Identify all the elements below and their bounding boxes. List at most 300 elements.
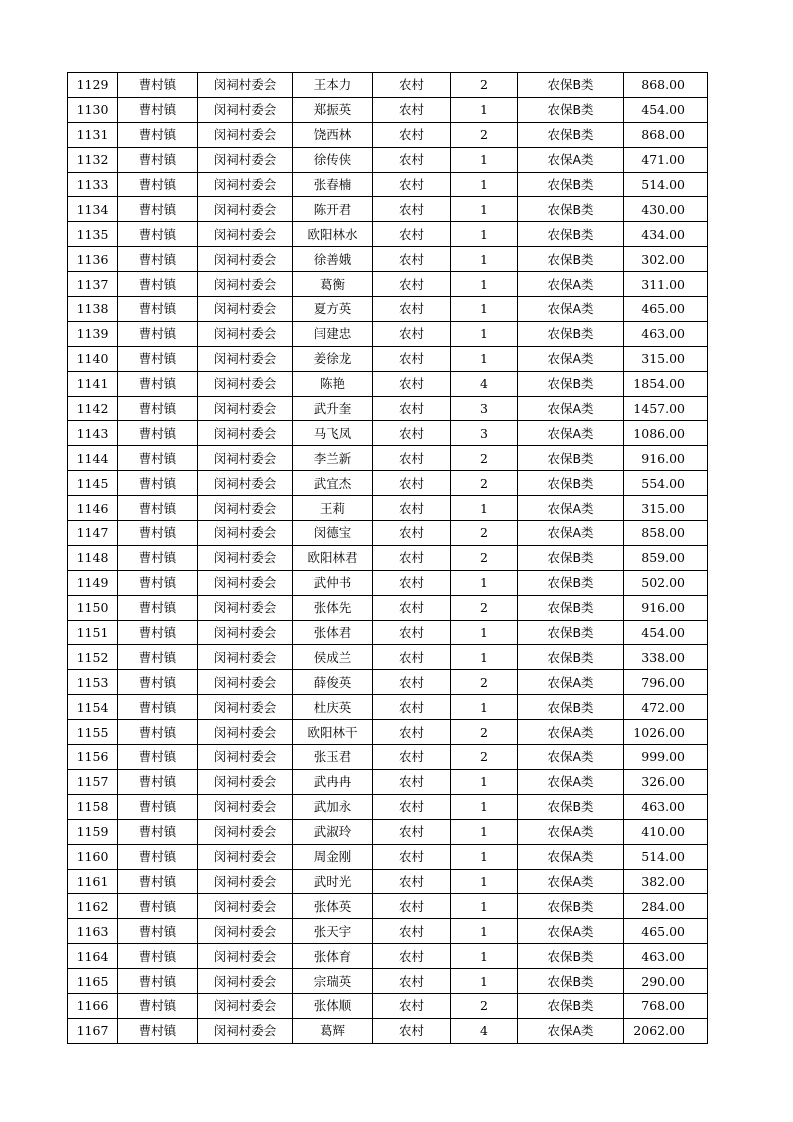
town-cell: 曹村镇	[118, 595, 198, 620]
table-row	[68, 620, 708, 645]
village-committee-cell: 闵祠村委会	[198, 595, 293, 620]
town-cell: 曹村镇	[118, 496, 198, 521]
household-size-cell: 3	[451, 421, 518, 446]
amount-cell: 514.00	[624, 844, 708, 869]
insurance-category-cell: 农保B类	[518, 969, 624, 994]
town-cell: 曹村镇	[118, 969, 198, 994]
household-size-cell: 1	[451, 346, 518, 371]
household-type-cell: 农村	[373, 197, 451, 222]
table-row	[68, 346, 708, 371]
amount-cell: 999.00	[624, 745, 708, 770]
serial-number-cell: 1151	[68, 620, 118, 645]
household-type-cell: 农村	[373, 272, 451, 297]
insurance-category-cell: 农保B类	[518, 197, 624, 222]
allowance-table	[67, 72, 708, 1044]
town-cell: 曹村镇	[118, 73, 198, 98]
name-cell: 郑振英	[293, 97, 373, 122]
amount-cell: 463.00	[624, 944, 708, 969]
name-cell: 武时光	[293, 869, 373, 894]
insurance-category-cell: 农保B类	[518, 371, 624, 396]
table-row	[68, 595, 708, 620]
household-type-cell: 农村	[373, 222, 451, 247]
insurance-category-cell: 农保B类	[518, 73, 624, 98]
serial-number-cell: 1158	[68, 794, 118, 819]
amount-cell: 868.00	[624, 73, 708, 98]
table-body	[68, 73, 708, 1044]
household-size-cell: 2	[451, 595, 518, 620]
name-cell: 武升奎	[293, 396, 373, 421]
village-committee-cell: 闵祠村委会	[198, 844, 293, 869]
village-committee-cell: 闵祠村委会	[198, 122, 293, 147]
household-type-cell: 农村	[373, 521, 451, 546]
serial-number-cell: 1159	[68, 819, 118, 844]
village-committee-cell: 闵祠村委会	[198, 147, 293, 172]
household-type-cell: 农村	[373, 869, 451, 894]
town-cell: 曹村镇	[118, 769, 198, 794]
insurance-category-cell: 农保A类	[518, 147, 624, 172]
village-committee-cell: 闵祠村委会	[198, 272, 293, 297]
serial-number-cell: 1160	[68, 844, 118, 869]
household-size-cell: 1	[451, 894, 518, 919]
name-cell: 杜庆英	[293, 695, 373, 720]
table-row	[68, 919, 708, 944]
household-type-cell: 农村	[373, 446, 451, 471]
household-size-cell: 1	[451, 197, 518, 222]
town-cell: 曹村镇	[118, 172, 198, 197]
village-committee-cell: 闵祠村委会	[198, 794, 293, 819]
amount-cell: 302.00	[624, 247, 708, 272]
village-committee-cell: 闵祠村委会	[198, 297, 293, 322]
insurance-category-cell: 农保B类	[518, 620, 624, 645]
town-cell: 曹村镇	[118, 222, 198, 247]
serial-number-cell: 1161	[68, 869, 118, 894]
household-size-cell: 1	[451, 272, 518, 297]
household-type-cell: 农村	[373, 1018, 451, 1043]
amount-cell: 471.00	[624, 147, 708, 172]
amount-cell: 338.00	[624, 645, 708, 670]
household-type-cell: 农村	[373, 670, 451, 695]
insurance-category-cell: 农保A类	[518, 496, 624, 521]
serial-number-cell: 1162	[68, 894, 118, 919]
serial-number-cell: 1166	[68, 993, 118, 1018]
insurance-category-cell: 农保A类	[518, 844, 624, 869]
town-cell: 曹村镇	[118, 620, 198, 645]
village-committee-cell: 闵祠村委会	[198, 446, 293, 471]
table-row	[68, 819, 708, 844]
household-type-cell: 农村	[373, 794, 451, 819]
town-cell: 曹村镇	[118, 919, 198, 944]
household-size-cell: 1	[451, 769, 518, 794]
insurance-category-cell: 农保A类	[518, 869, 624, 894]
town-cell: 曹村镇	[118, 819, 198, 844]
amount-cell: 454.00	[624, 620, 708, 645]
table-row	[68, 869, 708, 894]
amount-cell: 463.00	[624, 321, 708, 346]
name-cell: 武仲书	[293, 570, 373, 595]
table-row	[68, 446, 708, 471]
household-size-cell: 1	[451, 695, 518, 720]
amount-cell: 868.00	[624, 122, 708, 147]
household-size-cell: 2	[451, 471, 518, 496]
village-committee-cell: 闵祠村委会	[198, 197, 293, 222]
town-cell: 曹村镇	[118, 645, 198, 670]
village-committee-cell: 闵祠村委会	[198, 869, 293, 894]
name-cell: 武加永	[293, 794, 373, 819]
name-cell: 李兰新	[293, 446, 373, 471]
household-type-cell: 农村	[373, 769, 451, 794]
town-cell: 曹村镇	[118, 396, 198, 421]
household-size-cell: 1	[451, 819, 518, 844]
household-size-cell: 2	[451, 993, 518, 1018]
household-type-cell: 农村	[373, 545, 451, 570]
amount-cell: 1086.00	[624, 421, 708, 446]
village-committee-cell: 闵祠村委会	[198, 670, 293, 695]
name-cell: 欧阳林水	[293, 222, 373, 247]
table-row	[68, 944, 708, 969]
household-size-cell: 2	[451, 545, 518, 570]
village-committee-cell: 闵祠村委会	[198, 396, 293, 421]
town-cell: 曹村镇	[118, 869, 198, 894]
amount-cell: 463.00	[624, 794, 708, 819]
town-cell: 曹村镇	[118, 122, 198, 147]
serial-number-cell: 1142	[68, 396, 118, 421]
amount-cell: 554.00	[624, 471, 708, 496]
town-cell: 曹村镇	[118, 1018, 198, 1043]
insurance-category-cell: 农保A类	[518, 919, 624, 944]
amount-cell: 502.00	[624, 570, 708, 595]
town-cell: 曹村镇	[118, 745, 198, 770]
household-type-cell: 农村	[373, 396, 451, 421]
serial-number-cell: 1157	[68, 769, 118, 794]
town-cell: 曹村镇	[118, 794, 198, 819]
household-size-cell: 1	[451, 97, 518, 122]
household-type-cell: 农村	[373, 944, 451, 969]
insurance-category-cell: 农保B类	[518, 545, 624, 570]
table-row	[68, 97, 708, 122]
household-type-cell: 农村	[373, 346, 451, 371]
insurance-category-cell: 农保A类	[518, 421, 624, 446]
amount-cell: 1854.00	[624, 371, 708, 396]
amount-cell: 514.00	[624, 172, 708, 197]
name-cell: 闵德宝	[293, 521, 373, 546]
insurance-category-cell: 农保A类	[518, 720, 624, 745]
insurance-category-cell: 农保A类	[518, 272, 624, 297]
household-type-cell: 农村	[373, 645, 451, 670]
household-type-cell: 农村	[373, 371, 451, 396]
serial-number-cell: 1150	[68, 595, 118, 620]
village-committee-cell: 闵祠村委会	[198, 73, 293, 98]
village-committee-cell: 闵祠村委会	[198, 819, 293, 844]
amount-cell: 430.00	[624, 197, 708, 222]
town-cell: 曹村镇	[118, 321, 198, 346]
amount-cell: 916.00	[624, 446, 708, 471]
name-cell: 葛辉	[293, 1018, 373, 1043]
name-cell: 闫建忠	[293, 321, 373, 346]
town-cell: 曹村镇	[118, 371, 198, 396]
table-row	[68, 545, 708, 570]
insurance-category-cell: 农保A类	[518, 346, 624, 371]
insurance-category-cell: 农保B类	[518, 570, 624, 595]
name-cell: 欧阳林干	[293, 720, 373, 745]
name-cell: 饶西林	[293, 122, 373, 147]
household-type-cell: 农村	[373, 97, 451, 122]
serial-number-cell: 1138	[68, 297, 118, 322]
household-type-cell: 农村	[373, 247, 451, 272]
household-type-cell: 农村	[373, 421, 451, 446]
village-committee-cell: 闵祠村委会	[198, 919, 293, 944]
household-size-cell: 2	[451, 73, 518, 98]
household-type-cell: 农村	[373, 147, 451, 172]
table-row	[68, 222, 708, 247]
serial-number-cell: 1152	[68, 645, 118, 670]
table-row	[68, 645, 708, 670]
household-type-cell: 农村	[373, 73, 451, 98]
table-row	[68, 297, 708, 322]
table-row	[68, 794, 708, 819]
household-size-cell: 1	[451, 844, 518, 869]
insurance-category-cell: 农保B类	[518, 97, 624, 122]
town-cell: 曹村镇	[118, 446, 198, 471]
household-size-cell: 1	[451, 919, 518, 944]
village-committee-cell: 闵祠村委会	[198, 521, 293, 546]
insurance-category-cell: 农保B类	[518, 446, 624, 471]
household-size-cell: 2	[451, 521, 518, 546]
insurance-category-cell: 农保A类	[518, 521, 624, 546]
table-row	[68, 894, 708, 919]
serial-number-cell: 1136	[68, 247, 118, 272]
name-cell: 张体君	[293, 620, 373, 645]
serial-number-cell: 1167	[68, 1018, 118, 1043]
household-size-cell: 1	[451, 944, 518, 969]
village-committee-cell: 闵祠村委会	[198, 645, 293, 670]
town-cell: 曹村镇	[118, 993, 198, 1018]
household-size-cell: 1	[451, 172, 518, 197]
serial-number-cell: 1133	[68, 172, 118, 197]
table-row	[68, 1018, 708, 1043]
household-size-cell: 1	[451, 321, 518, 346]
amount-cell: 454.00	[624, 97, 708, 122]
household-type-cell: 农村	[373, 321, 451, 346]
table-row	[68, 371, 708, 396]
serial-number-cell: 1145	[68, 471, 118, 496]
table-row	[68, 197, 708, 222]
amount-cell: 768.00	[624, 993, 708, 1018]
village-committee-cell: 闵祠村委会	[198, 321, 293, 346]
serial-number-cell: 1141	[68, 371, 118, 396]
name-cell: 张春楠	[293, 172, 373, 197]
amount-cell: 796.00	[624, 670, 708, 695]
amount-cell: 858.00	[624, 521, 708, 546]
household-type-cell: 农村	[373, 819, 451, 844]
household-size-cell: 1	[451, 222, 518, 247]
household-type-cell: 农村	[373, 471, 451, 496]
town-cell: 曹村镇	[118, 670, 198, 695]
insurance-category-cell: 农保B类	[518, 944, 624, 969]
household-type-cell: 农村	[373, 595, 451, 620]
name-cell: 武宜杰	[293, 471, 373, 496]
village-committee-cell: 闵祠村委会	[198, 97, 293, 122]
table-row	[68, 844, 708, 869]
insurance-category-cell: 农保A类	[518, 769, 624, 794]
town-cell: 曹村镇	[118, 545, 198, 570]
amount-cell: 859.00	[624, 545, 708, 570]
serial-number-cell: 1131	[68, 122, 118, 147]
name-cell: 王本力	[293, 73, 373, 98]
village-committee-cell: 闵祠村委会	[198, 247, 293, 272]
household-type-cell: 农村	[373, 844, 451, 869]
village-committee-cell: 闵祠村委会	[198, 720, 293, 745]
table-row	[68, 720, 708, 745]
insurance-category-cell: 农保B类	[518, 321, 624, 346]
serial-number-cell: 1153	[68, 670, 118, 695]
household-size-cell: 1	[451, 794, 518, 819]
insurance-category-cell: 农保B类	[518, 247, 624, 272]
household-size-cell: 1	[451, 496, 518, 521]
table-row	[68, 496, 708, 521]
amount-cell: 382.00	[624, 869, 708, 894]
name-cell: 张玉君	[293, 745, 373, 770]
village-committee-cell: 闵祠村委会	[198, 695, 293, 720]
town-cell: 曹村镇	[118, 521, 198, 546]
name-cell: 葛衡	[293, 272, 373, 297]
serial-number-cell: 1146	[68, 496, 118, 521]
insurance-category-cell: 农保A类	[518, 297, 624, 322]
household-type-cell: 农村	[373, 570, 451, 595]
name-cell: 张体育	[293, 944, 373, 969]
name-cell: 武淑玲	[293, 819, 373, 844]
town-cell: 曹村镇	[118, 894, 198, 919]
household-size-cell: 1	[451, 570, 518, 595]
village-committee-cell: 闵祠村委会	[198, 745, 293, 770]
serial-number-cell: 1149	[68, 570, 118, 595]
serial-number-cell: 1148	[68, 545, 118, 570]
insurance-category-cell: 农保A类	[518, 819, 624, 844]
household-size-cell: 2	[451, 720, 518, 745]
household-size-cell: 2	[451, 670, 518, 695]
table-row	[68, 247, 708, 272]
household-type-cell: 农村	[373, 919, 451, 944]
serial-number-cell: 1147	[68, 521, 118, 546]
household-type-cell: 农村	[373, 745, 451, 770]
name-cell: 张体顺	[293, 993, 373, 1018]
insurance-category-cell: 农保B类	[518, 595, 624, 620]
serial-number-cell: 1134	[68, 197, 118, 222]
table-row	[68, 73, 708, 98]
household-type-cell: 农村	[373, 620, 451, 645]
amount-cell: 315.00	[624, 346, 708, 371]
amount-cell: 1026.00	[624, 720, 708, 745]
household-size-cell: 1	[451, 869, 518, 894]
name-cell: 马飞凤	[293, 421, 373, 446]
serial-number-cell: 1156	[68, 745, 118, 770]
insurance-category-cell: 农保A类	[518, 670, 624, 695]
name-cell: 徐善娥	[293, 247, 373, 272]
name-cell: 宗瑞英	[293, 969, 373, 994]
village-committee-cell: 闵祠村委会	[198, 346, 293, 371]
name-cell: 张天宇	[293, 919, 373, 944]
serial-number-cell: 1129	[68, 73, 118, 98]
town-cell: 曹村镇	[118, 247, 198, 272]
town-cell: 曹村镇	[118, 421, 198, 446]
village-committee-cell: 闵祠村委会	[198, 222, 293, 247]
household-type-cell: 农村	[373, 297, 451, 322]
amount-cell: 315.00	[624, 496, 708, 521]
insurance-category-cell: 农保A类	[518, 1018, 624, 1043]
household-type-cell: 农村	[373, 969, 451, 994]
name-cell: 武冉冉	[293, 769, 373, 794]
name-cell: 张体先	[293, 595, 373, 620]
household-type-cell: 农村	[373, 993, 451, 1018]
table-row	[68, 745, 708, 770]
village-committee-cell: 闵祠村委会	[198, 769, 293, 794]
village-committee-cell: 闵祠村委会	[198, 471, 293, 496]
serial-number-cell: 1164	[68, 944, 118, 969]
table-row	[68, 272, 708, 297]
serial-number-cell: 1144	[68, 446, 118, 471]
household-size-cell: 1	[451, 620, 518, 645]
amount-cell: 472.00	[624, 695, 708, 720]
household-size-cell: 3	[451, 396, 518, 421]
household-size-cell: 2	[451, 745, 518, 770]
table-row	[68, 993, 708, 1018]
amount-cell: 916.00	[624, 595, 708, 620]
town-cell: 曹村镇	[118, 197, 198, 222]
table-row	[68, 769, 708, 794]
town-cell: 曹村镇	[118, 570, 198, 595]
table-row	[68, 147, 708, 172]
town-cell: 曹村镇	[118, 97, 198, 122]
village-committee-cell: 闵祠村委会	[198, 1018, 293, 1043]
name-cell: 徐传侠	[293, 147, 373, 172]
household-size-cell: 1	[451, 645, 518, 670]
insurance-category-cell: 农保B类	[518, 794, 624, 819]
amount-cell: 465.00	[624, 919, 708, 944]
village-committee-cell: 闵祠村委会	[198, 421, 293, 446]
name-cell: 薛俊英	[293, 670, 373, 695]
serial-number-cell: 1140	[68, 346, 118, 371]
amount-cell: 434.00	[624, 222, 708, 247]
village-committee-cell: 闵祠村委会	[198, 545, 293, 570]
village-committee-cell: 闵祠村委会	[198, 371, 293, 396]
amount-cell: 290.00	[624, 969, 708, 994]
village-committee-cell: 闵祠村委会	[198, 969, 293, 994]
amount-cell: 1457.00	[624, 396, 708, 421]
town-cell: 曹村镇	[118, 147, 198, 172]
household-type-cell: 农村	[373, 894, 451, 919]
insurance-category-cell: 农保B类	[518, 172, 624, 197]
amount-cell: 465.00	[624, 297, 708, 322]
town-cell: 曹村镇	[118, 297, 198, 322]
household-type-cell: 农村	[373, 720, 451, 745]
name-cell: 陈艳	[293, 371, 373, 396]
table-row	[68, 471, 708, 496]
household-size-cell: 1	[451, 297, 518, 322]
village-committee-cell: 闵祠村委会	[198, 894, 293, 919]
household-size-cell: 2	[451, 122, 518, 147]
amount-cell: 284.00	[624, 894, 708, 919]
name-cell: 王莉	[293, 496, 373, 521]
serial-number-cell: 1165	[68, 969, 118, 994]
village-committee-cell: 闵祠村委会	[198, 944, 293, 969]
serial-number-cell: 1132	[68, 147, 118, 172]
village-committee-cell: 闵祠村委会	[198, 570, 293, 595]
household-type-cell: 农村	[373, 496, 451, 521]
town-cell: 曹村镇	[118, 720, 198, 745]
insurance-category-cell: 农保A类	[518, 745, 624, 770]
household-size-cell: 1	[451, 147, 518, 172]
town-cell: 曹村镇	[118, 695, 198, 720]
name-cell: 侯成兰	[293, 645, 373, 670]
